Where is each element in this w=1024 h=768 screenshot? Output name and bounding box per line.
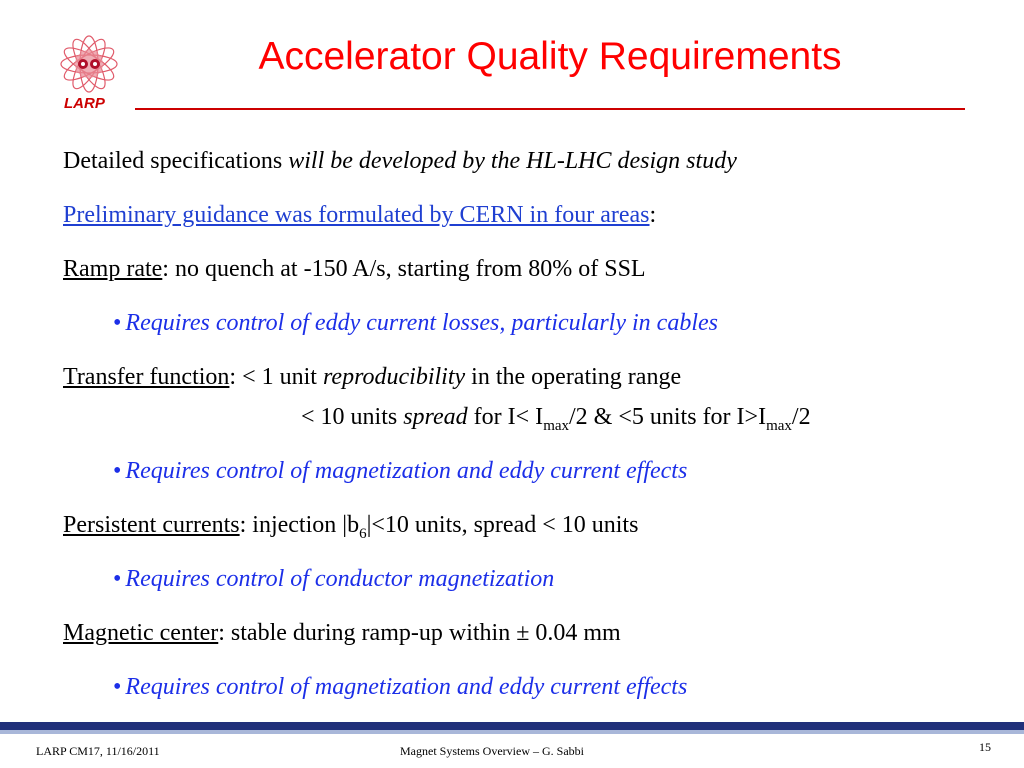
persistent-currents-bullet bbox=[113, 564, 554, 594]
guidance-colon: : bbox=[649, 202, 657, 228]
footer-bar bbox=[0, 722, 1024, 730]
transfer-l2-d: /2 bbox=[791, 404, 811, 430]
persistent-text-2: |<10 units, spread < 10 units bbox=[366, 512, 639, 538]
bullet-dot: • bbox=[113, 458, 122, 484]
transfer-l2-a: < 10 units bbox=[301, 404, 404, 430]
magnetic-center-bullet bbox=[113, 672, 687, 702]
guidance-line bbox=[63, 200, 656, 230]
slide-title: Accelerator Quality Requirements bbox=[258, 35, 842, 78]
persistent-currents-term: Persistent currents bbox=[63, 512, 240, 538]
ramp-rate-text: : no quench at -150 A/s, starting from 80% of SSL bbox=[162, 256, 646, 282]
ramp-rate-term: Ramp rate bbox=[63, 256, 163, 282]
transfer-function-line-2 bbox=[301, 402, 811, 432]
title-divider bbox=[135, 108, 965, 110]
footer-bar-accent bbox=[0, 730, 1024, 734]
ramp-rate-bullet bbox=[113, 308, 718, 338]
bullet-dot: • bbox=[113, 566, 122, 592]
transfer-l2-b: for I< I bbox=[467, 404, 544, 430]
transfer-sub-1: max bbox=[543, 418, 570, 434]
intro-italic-text: will be developed by the HL-LHC design study bbox=[288, 148, 737, 174]
transfer-l2-italic: spread bbox=[403, 404, 468, 430]
persistent-sub: 6 bbox=[359, 526, 367, 542]
transfer-text-2: in the operating range bbox=[465, 364, 682, 390]
magnetic-center-line bbox=[63, 618, 621, 648]
intro-line bbox=[63, 146, 737, 176]
transfer-sub-2: max bbox=[766, 418, 792, 434]
ramp-rate-bullet-text: Requires control of eddy current losses, particularly in cables bbox=[125, 310, 718, 336]
magnetic-center-term: Magnetic center bbox=[63, 620, 219, 646]
ramp-rate-line bbox=[63, 254, 646, 284]
transfer-function-term: Transfer function bbox=[63, 364, 230, 390]
logo-text: LARP bbox=[64, 95, 105, 112]
transfer-text-1: : < 1 unit bbox=[229, 364, 323, 390]
persistent-bullet-text: Requires control of conductor magnetization bbox=[125, 566, 555, 592]
transfer-function-line bbox=[63, 362, 681, 392]
footer-presentation-title: Magnet Systems Overview – G. Sabbi bbox=[400, 744, 584, 758]
larp-logo-icon bbox=[56, 34, 122, 94]
transfer-l2-c: /2 & <5 units for I>I bbox=[569, 404, 767, 430]
bullet-dot: • bbox=[113, 674, 122, 700]
magnetic-bullet-text: Requires control of magnetization and eddy current effects bbox=[125, 674, 688, 700]
bullet-dot: • bbox=[113, 310, 122, 336]
guidance-link[interactable]: Preliminary guidance was formulated by CERN in four areas bbox=[63, 202, 650, 228]
page-number: 15 bbox=[979, 740, 991, 754]
transfer-function-bullet bbox=[113, 456, 687, 486]
persistent-text-1: : injection |b bbox=[239, 512, 360, 538]
transfer-italic-1: reproducibility bbox=[322, 364, 466, 390]
persistent-currents-line bbox=[63, 510, 638, 540]
footer-event-date: LARP CM17, 11/16/2011 bbox=[36, 744, 160, 758]
magnetic-center-text: : stable during ramp-up within ± 0.04 mm bbox=[218, 620, 621, 646]
intro-plain-text: Detailed specifications bbox=[63, 148, 289, 174]
transfer-bullet-text: Requires control of magnetization and eddy current effects bbox=[125, 458, 688, 484]
